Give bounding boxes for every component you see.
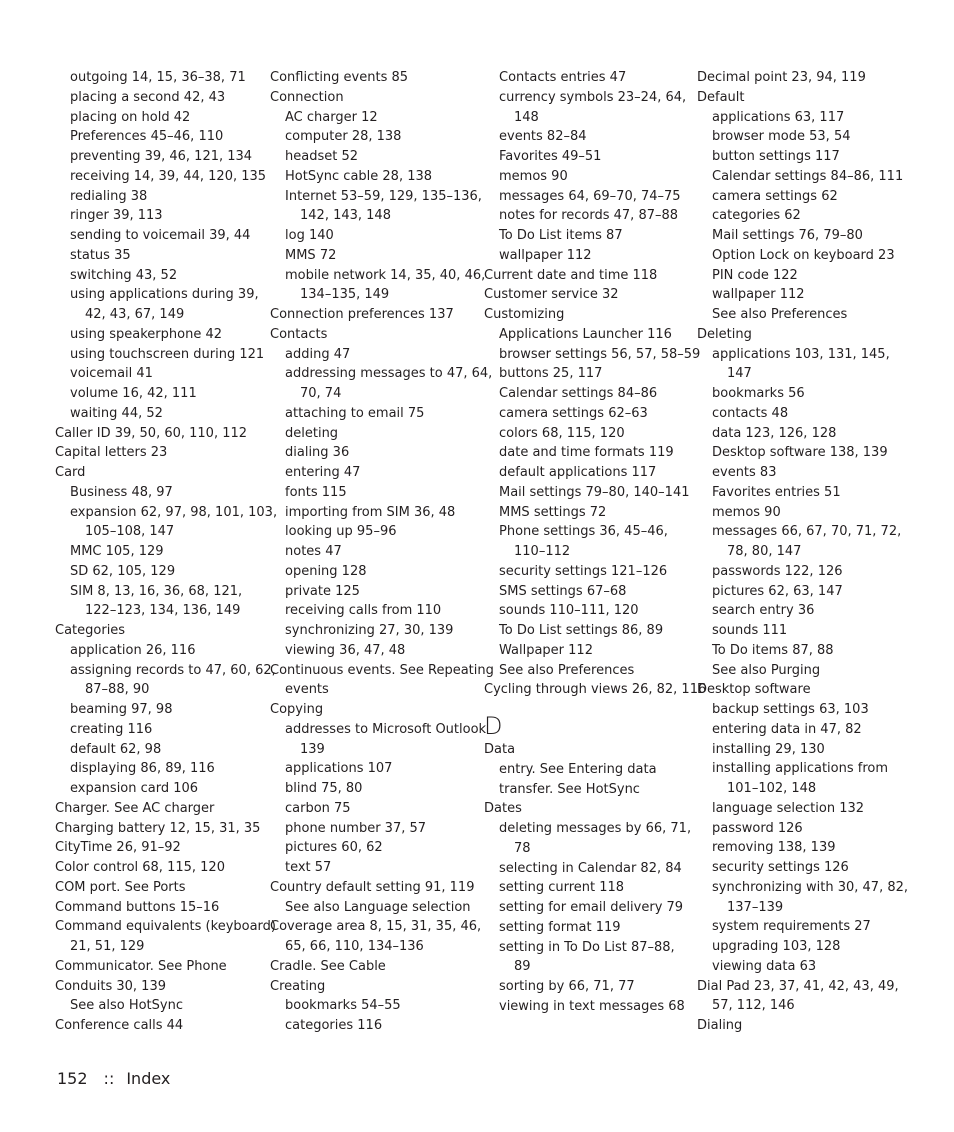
index-subentry: date and time formats 119	[499, 445, 674, 461]
index-subentry: Internet 53–59, 129, 135–136,	[285, 188, 482, 204]
index-subentry: bookmarks 56	[712, 386, 805, 401]
index-subentry: entering data in 47, 82	[712, 721, 862, 737]
index-subentry: synchronizing with 30, 47, 82,	[712, 879, 909, 895]
index-subentry: browser mode 53, 54	[712, 129, 851, 145]
index-subentry: 89	[514, 959, 531, 975]
index-subentry: viewing in text messages 68	[499, 998, 685, 1014]
index-subentry: opening 128	[285, 563, 367, 579]
index-subentry: using applications during 39,	[70, 287, 259, 303]
index-subentry: applications 63, 117	[712, 109, 845, 125]
index-entry: Conduits 30, 139	[55, 978, 166, 994]
index-subentry: pictures 62, 63, 147	[712, 583, 843, 599]
index-subentry: AC charger 12	[285, 109, 378, 125]
index-subentry: setting current 118	[499, 880, 625, 896]
index-column-4	[697, 68, 908, 1036]
index-subentry: password 126	[712, 820, 803, 836]
index-subentry: using touchscreen during 121	[70, 346, 265, 362]
index-entry: Decimal point 23, 94, 119	[697, 70, 866, 85]
index-entry: COM port. See Ports	[55, 879, 186, 895]
index-subentry: Calendar settings 84–86	[499, 386, 658, 401]
index-subentry: receiving calls from 110	[285, 603, 442, 619]
index-subentry: default 62, 98	[70, 741, 162, 757]
index-subentry: importing from SIM 36, 48	[285, 504, 456, 520]
index-subentry: log 140	[285, 228, 334, 243]
index-subentry: memos 90	[712, 504, 781, 520]
index-subentry: 139	[300, 741, 325, 757]
index-entry: Customer service 32	[484, 287, 619, 303]
index-subentry: waiting 44, 52	[70, 405, 163, 421]
index-subentry: Favorites entries 51	[712, 484, 841, 500]
index-subentry: To Do items 87, 88	[712, 642, 834, 658]
index-subentry: computer 28, 138	[285, 129, 402, 145]
index-subentry: setting for email delivery 79	[499, 900, 684, 915]
index-subentry: 101–102, 148	[727, 781, 817, 796]
index-subentry: 78, 80, 147	[727, 544, 802, 559]
index-subentry: application 26, 116	[70, 642, 196, 658]
index-entry: Country default setting 91, 119	[270, 879, 475, 895]
index-entry: Charger. See AC charger	[55, 800, 215, 816]
index-subentry: voicemail 41	[70, 366, 153, 382]
index-subentry: addressing messages to 47, 64,	[285, 366, 493, 382]
index-subentry: 87–88, 90	[85, 682, 150, 698]
index-subentry: Option Lock on keyboard 23	[712, 247, 895, 263]
index-subentry: applications 103, 131, 145,	[712, 346, 890, 362]
index-entry: CityTime 26, 91–92	[55, 840, 181, 856]
index-entry: Communicator. See Phone	[55, 958, 227, 974]
index-subentry: placing on hold 42	[70, 109, 191, 125]
index-subentry: assigning records to 47, 60, 62,	[70, 662, 276, 678]
section-title: Index	[126, 1069, 171, 1088]
index-entry: 65, 66, 110, 134–136	[285, 939, 424, 954]
index-subentry: dialing 36	[285, 445, 350, 461]
index-subentry: deleting	[285, 425, 339, 441]
index-subentry: volume 16, 42, 111	[70, 386, 197, 401]
index-subentry: ringer 39, 113	[70, 208, 163, 224]
index-subentry: selecting in Calendar 82, 84	[499, 860, 682, 876]
index-subentry: See also Preferences	[712, 307, 848, 322]
index-subentry: See also Purging	[712, 662, 821, 678]
index-subentry: placing a second 42, 43	[70, 89, 226, 105]
index-subentry: 147	[727, 366, 752, 382]
index-subentry: 137–139	[727, 899, 784, 915]
index-subentry: categories 116	[285, 1018, 383, 1033]
index-entry: events	[285, 682, 329, 698]
index-entry: Customizing	[484, 307, 565, 322]
index-subentry: fonts 115	[285, 484, 347, 500]
index-entry: Dial Pad 23, 37, 41, 42, 43, 49,	[697, 978, 899, 994]
index-subentry: 134–135, 149	[300, 287, 390, 303]
index-subentry: 110–112	[514, 544, 571, 559]
index-subentry: camera settings 62–63	[499, 405, 648, 421]
index-subentry: memos 90	[499, 168, 568, 184]
index-subentry: To Do List items 87	[499, 228, 623, 243]
page-number: 152	[57, 1069, 88, 1088]
index-subentry: 142, 143, 148	[300, 208, 391, 224]
index-subentry: private 125	[285, 583, 360, 599]
index-subentry: button settings 117	[712, 149, 840, 164]
index-subentry: entering 47	[285, 465, 361, 480]
index-subentry: Calendar settings 84–86, 111	[712, 168, 904, 184]
index-subentry: Desktop software 138, 139	[712, 445, 888, 461]
index-subentry: outgoing 14, 15, 36–38, 71	[70, 70, 246, 85]
index-entry: Current date and time 118	[484, 267, 658, 283]
index-entry: Data	[484, 742, 516, 757]
index-subentry: SD 62, 105, 129	[70, 563, 176, 579]
index-subentry: search entry 36	[712, 603, 815, 619]
index-subentry: transfer. See HotSync	[499, 781, 640, 797]
index-subentry: buttons 25, 117	[499, 366, 603, 382]
index-subentry: viewing 36, 47, 48	[285, 642, 406, 658]
index-subentry: installing 29, 130	[712, 741, 825, 757]
index-subentry: switching 43, 52	[70, 267, 178, 283]
index-subentry: addresses to Microsoft Outlook	[285, 721, 487, 737]
index-entry: Default	[697, 89, 745, 105]
index-subentry: wallpaper 112	[712, 287, 805, 303]
page-footer	[57, 1069, 170, 1088]
index-subentry: 122–123, 134, 136, 149	[85, 603, 241, 619]
index-subentry: setting in To Do List 87–88,	[499, 939, 675, 955]
index-subentry: security settings 121–126	[499, 563, 668, 579]
index-subentry: camera settings 62	[712, 188, 838, 204]
index-subentry: viewing data 63	[712, 958, 817, 974]
index-subentry: adding 47	[285, 346, 351, 362]
index-subentry: expansion 62, 97, 98, 101, 103,	[70, 504, 278, 520]
index-subentry: 148	[514, 109, 539, 125]
index-subentry: To Do List settings 86, 89	[499, 623, 664, 638]
index-entry: Contacts	[270, 326, 328, 342]
index-subentry: sounds 111	[712, 623, 788, 638]
index-entry: Coverage area 8, 15, 31, 35, 46,	[270, 919, 482, 935]
index-entry: Dates	[484, 801, 522, 817]
index-subentry: blind 75, 80	[285, 781, 363, 796]
index-entry: Deleting	[697, 326, 752, 342]
index-entry: Cycling through views 26, 82, 116	[484, 682, 707, 698]
index-subentry: 105–108, 147	[85, 524, 175, 540]
index-subentry: backup settings 63, 103	[712, 702, 869, 717]
index-subentry: expansion card 106	[70, 781, 199, 796]
index-subentry: setting format 119	[499, 919, 621, 935]
index-subentry: security settings 126	[712, 860, 849, 875]
index-subentry: notes 47	[285, 544, 342, 559]
index-entry: Capital letters 23	[55, 445, 168, 461]
index-subentry: browser settings 56, 57, 58–59	[499, 346, 701, 362]
index-subentry: Mail settings 79–80, 140–141	[499, 484, 690, 500]
index-entry: Connection preferences 137	[270, 307, 454, 322]
index-subentry: carbon 75	[285, 800, 351, 816]
index-subentry: displaying 86, 89, 116	[70, 761, 215, 777]
index-subentry: messages 64, 69–70, 74–75	[499, 188, 681, 204]
index-subentry: Business 48, 97	[70, 484, 173, 500]
index-subentry: Mail settings 76, 79–80	[712, 228, 863, 243]
index-subentry: 78	[514, 840, 531, 856]
index-subentry: Wallpaper 112	[499, 642, 593, 658]
index-subentry: headset 52	[285, 149, 358, 164]
index-subentry: phone number 37, 57	[285, 820, 427, 836]
index-subentry: Phone settings 36, 45–46,	[499, 524, 668, 540]
index-subentry: installing applications from	[712, 761, 889, 777]
index-subentry: upgrading 103, 128	[712, 939, 841, 954]
index-entry: Desktop software	[697, 682, 811, 698]
index-subentry: receiving 14, 39, 44, 120, 135	[70, 168, 267, 184]
index-subentry: passwords 122, 126	[712, 563, 843, 579]
index-subentry: Applications Launcher 116	[499, 326, 672, 342]
index-subentry: messages 66, 67, 70, 71, 72,	[712, 524, 902, 540]
footer-separator: ::	[103, 1069, 115, 1088]
index-subentry: creating 116	[70, 721, 153, 737]
index-subentry: preventing 39, 46, 121, 134	[70, 149, 253, 164]
index-subentry: status 35	[70, 247, 131, 263]
index-subentry: See also Preferences	[499, 662, 635, 678]
index-subentry: synchronizing 27, 30, 139	[285, 623, 454, 638]
index-subentry: Contacts entries 47	[499, 70, 627, 85]
index-subentry: MMS settings 72	[499, 504, 607, 520]
index-subentry: 42, 43, 67, 149	[85, 307, 185, 322]
index-subentry: applications 107	[285, 761, 393, 777]
index-entry: Command equivalents (keyboard)	[55, 919, 276, 935]
index-subentry: events 82–84	[499, 129, 587, 145]
index-subentry: notes for records 47, 87–88	[499, 208, 679, 224]
index-subentry: events 83	[712, 465, 777, 480]
index-subentry: text 57	[285, 860, 332, 875]
index-entry: Command buttons 15–16	[55, 899, 220, 915]
index-subentry: default applications 117	[499, 465, 657, 480]
index-entry: Categories	[55, 623, 126, 638]
index-subentry: mobile network 14, 35, 40, 46,	[285, 267, 486, 283]
index-entry: Copying	[270, 702, 324, 717]
index-subentry: SMS settings 67–68	[499, 583, 627, 599]
index-entry: Conflicting events 85	[270, 70, 409, 85]
index-subentry: currency symbols 23–24, 64,	[499, 89, 687, 105]
index-subentry: pictures 60, 62	[285, 840, 383, 856]
index-subentry: HotSync cable 28, 138	[285, 168, 433, 184]
index-subentry: removing 138, 139	[712, 840, 836, 856]
index-entry: Connection	[270, 89, 344, 105]
index-subentry: data 123, 126, 128	[712, 425, 837, 441]
index-subentry: See also HotSync	[70, 998, 183, 1014]
index-subentry: looking up 95–96	[285, 524, 397, 540]
index-column-2	[270, 68, 494, 1036]
index-subentry: Preferences 45–46, 110	[70, 129, 224, 145]
index-subentry: wallpaper 112	[499, 247, 592, 263]
index-entry: Dialing	[697, 1018, 743, 1033]
index-entry: Cradle. See Cable	[270, 958, 386, 974]
index-subentry: entry. See Entering data	[499, 761, 657, 777]
index-subentry: beaming 97, 98	[70, 702, 173, 717]
index-subentry: sounds 110–111, 120	[499, 603, 639, 619]
index-entry: Charging battery 12, 15, 31, 35	[55, 820, 261, 836]
index-subentry: sending to voicemail 39, 44	[70, 228, 251, 243]
index-subentry: language selection 132	[712, 800, 865, 816]
index-entry: Conference calls 44	[55, 1018, 184, 1033]
index-subentry: redialing 38	[70, 188, 148, 204]
index-subentry: sorting by 66, 71, 77	[499, 979, 635, 994]
index-subentry: MMS 72	[285, 247, 337, 263]
index-entry: Caller ID 39, 50, 60, 110, 112	[55, 425, 248, 441]
index-column-1	[55, 68, 277, 1036]
index-subentry: MMC 105, 129	[70, 544, 164, 559]
index-subentry: contacts 48	[712, 405, 789, 421]
index-entry: Color control 68, 115, 120	[55, 860, 225, 875]
index-entry: Card	[55, 465, 86, 480]
index-subentry: bookmarks 54–55	[285, 998, 401, 1014]
index-subentry: PIN code 122	[712, 267, 798, 283]
index-entry: Creating	[270, 978, 326, 994]
index-subentry: deleting messages by 66, 71,	[499, 821, 692, 836]
index-entry: Continuous events. See Repeating	[270, 662, 494, 678]
index-subentry: categories 62	[712, 208, 801, 224]
index-subentry: using speakerphone 42	[70, 326, 223, 342]
index-subentry: attaching to email 75	[285, 405, 425, 421]
index-letter-heading: D	[484, 712, 503, 740]
index-column-3	[484, 68, 706, 1017]
index-subentry: system requirements 27	[712, 919, 871, 935]
index-subentry: Favorites 49–51	[499, 149, 602, 164]
index-subentry: SIM 8, 13, 16, 36, 68, 121,	[70, 583, 243, 599]
index-subentry: colors 68, 115, 120	[499, 425, 625, 441]
index-subentry: See also Language selection	[285, 899, 471, 915]
index-entry: 21, 51, 129	[70, 939, 145, 954]
index-subentry: 70, 74	[300, 386, 342, 401]
index-entry: 57, 112, 146	[712, 998, 795, 1014]
